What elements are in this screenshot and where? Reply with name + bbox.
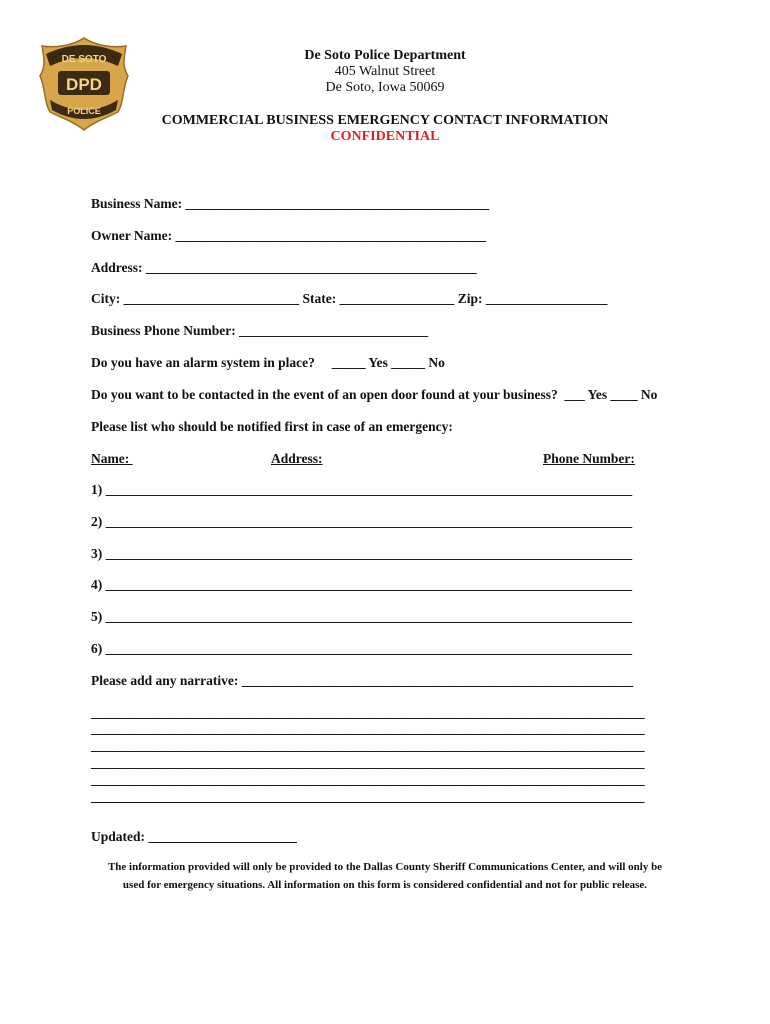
column-phone-header: Phone Number: [543, 451, 635, 466]
column-name-header: Name: [91, 451, 133, 466]
department-street: 405 Walnut Street [334, 64, 436, 79]
footer-line-2: used for emergency situations. All information on this form is considered confidential and not for public release. [122, 879, 648, 891]
city-state-zip-field[interactable]: City: __________________________ State: _________________ Zip: __________________ [91, 291, 608, 306]
narrative-line[interactable]: __________________________________________________________________________________ [91, 755, 645, 770]
badge-top-text: DE SOTO [61, 54, 107, 65]
contact-row[interactable]: 3) ______________________________________________________________________________ [91, 546, 633, 561]
form-title: COMMERCIAL BUSINESS EMERGENCY CONTACT INFORMATION [161, 113, 609, 128]
department-name: De Soto Police Department [304, 48, 466, 63]
column-address-header: Address: [271, 451, 323, 466]
department-city: De Soto, Iowa 50069 [325, 80, 445, 95]
notify-prompt: Please list who should be notified first in case of an emergency: [91, 419, 453, 434]
footer-line-1: The information provided will only be provided to the Dallas County Sheriff Communications Center, and will only be [107, 861, 663, 873]
alarm-question[interactable]: Do you have an alarm system in place? _____ Yes _____ No [91, 355, 445, 370]
narrative-line[interactable]: __________________________________________________________________________________ [91, 721, 645, 736]
confidential-label: CONFIDENTIAL [330, 129, 440, 144]
contact-row[interactable]: 6) ______________________________________________________________________________ [91, 641, 633, 656]
business-name-field[interactable]: Business Name: _____________________________________________ [91, 196, 490, 211]
badge-bottom-text: POLICE [67, 106, 101, 116]
confidentiality-notice [90, 858, 680, 894]
narrative-line[interactable]: __________________________________________________________________________________ [91, 772, 645, 787]
contact-row[interactable]: 4) ______________________________________________________________________________ [91, 577, 633, 592]
narrative-field[interactable]: Please add any narrative: __________________________________________________________ [91, 673, 634, 688]
contact-row[interactable]: 5) ______________________________________________________________________________ [91, 609, 633, 624]
business-phone-field[interactable]: Business Phone Number: ____________________________ [91, 323, 429, 338]
updated-field[interactable]: Updated: ______________________ [91, 829, 297, 844]
contact-row[interactable]: 1) ______________________________________________________________________________ [91, 482, 633, 497]
narrative-line[interactable]: __________________________________________________________________________________ [91, 705, 645, 720]
address-field[interactable]: Address: _________________________________________________ [91, 260, 477, 275]
contact-row[interactable]: 2) ______________________________________________________________________________ [91, 514, 633, 529]
owner-name-field[interactable]: Owner Name: ______________________________________________ [91, 228, 486, 243]
badge-center-text: DPD [66, 75, 102, 94]
open-door-question[interactable]: Do you want to be contacted in the event of an open door found at your business? ___ Yes ____ No [91, 387, 658, 402]
narrative-line[interactable]: __________________________________________________________________________________ [91, 738, 645, 753]
narrative-line[interactable]: __________________________________________________________________________________ [91, 789, 645, 804]
